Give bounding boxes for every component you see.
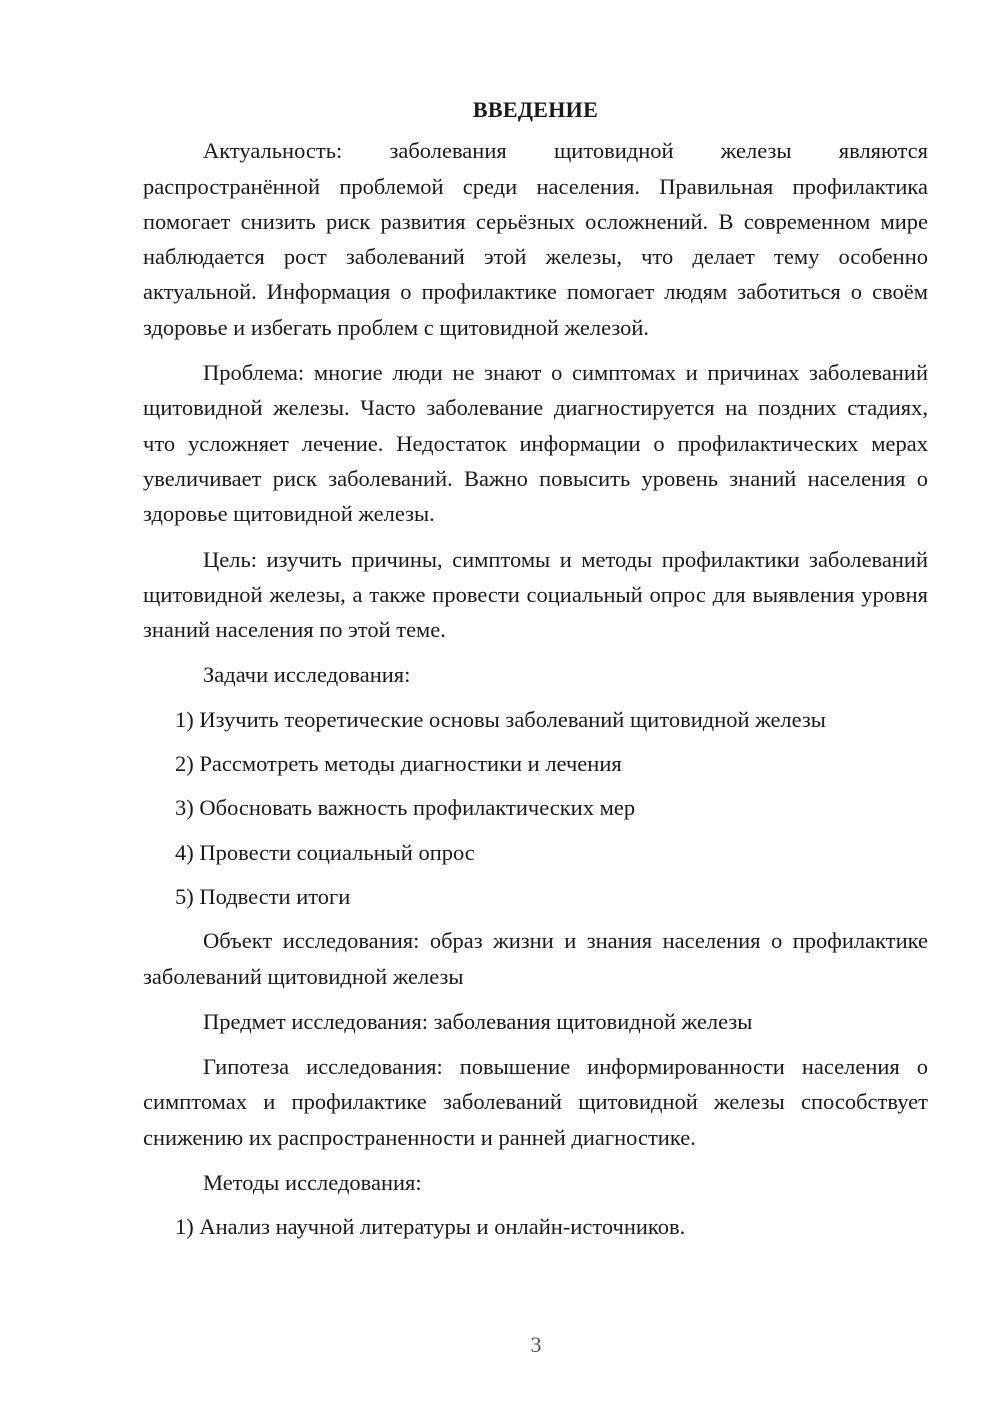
page-number: 3 [530,1332,542,1357]
tasks-list [143,702,928,914]
tasks-label: Задачи исследования: [203,662,411,688]
list-item: 4) Провести социальный опрос [175,839,475,865]
hypothesis-paragraph: Гипотеза исследования: повышение информированности населения о симптомах и профилактике заболеваний щитовидной железы способствует снижению их распространенности и ранней диагностике. [143,1054,928,1150]
list-item: 1) Изучить теоретические основы заболеваний щитовидной железы [175,706,826,732]
object-paragraph: Объект исследования: образ жизни и знания населения о профилактике заболеваний щитовидной железы [143,928,928,989]
actuality-paragraph: Актуальность: заболевания щитовидной железы являются распространённой проблемой среди населения. Правильная профилактика помогает снизить риск развития серьёзных осложнений. В современном мире наблюдается рост заболеваний этой железы, что делает тему особенно актуальной. Информация о профилактике помогает людям заботиться о своём здоровье и избегать проблем с щитовидной железой. [143,138,928,340]
list-item: 3) Обосновать важность профилактических мер [175,795,636,821]
list-item: 2) Рассмотреть методы диагностики и лечения [175,751,622,777]
goal-paragraph: Цель: изучить причины, симптомы и методы профилактики заболеваний щитовидной железы, а также провести социальный опрос для выявления уровня знаний населения по этой теме. [143,546,928,643]
list-item: 1) Анализ научной литературы и онлайн-источников. [175,1214,686,1240]
problem-paragraph: Проблема: многие люди не знают о симптомах и причинах заболеваний щитовидной железы. Часто заболевание диагностируется на поздних стадиях, что усложняет лечение. Недостаток информации о профилактических мерах увеличивает риск заболеваний. Важно повысить уровень знаний населения о здоровье щитовидной железы. [143,360,928,527]
page-content [143,92,928,1254]
methods-label: Методы исследования: [203,1170,422,1196]
section-title: ВВЕДЕНИЕ [472,97,599,122]
methods-list [143,1209,928,1244]
list-item: 5) Подвести итоги [175,883,351,909]
subject-paragraph: Предмет исследования: заболевания щитовидной железы [203,1008,753,1034]
